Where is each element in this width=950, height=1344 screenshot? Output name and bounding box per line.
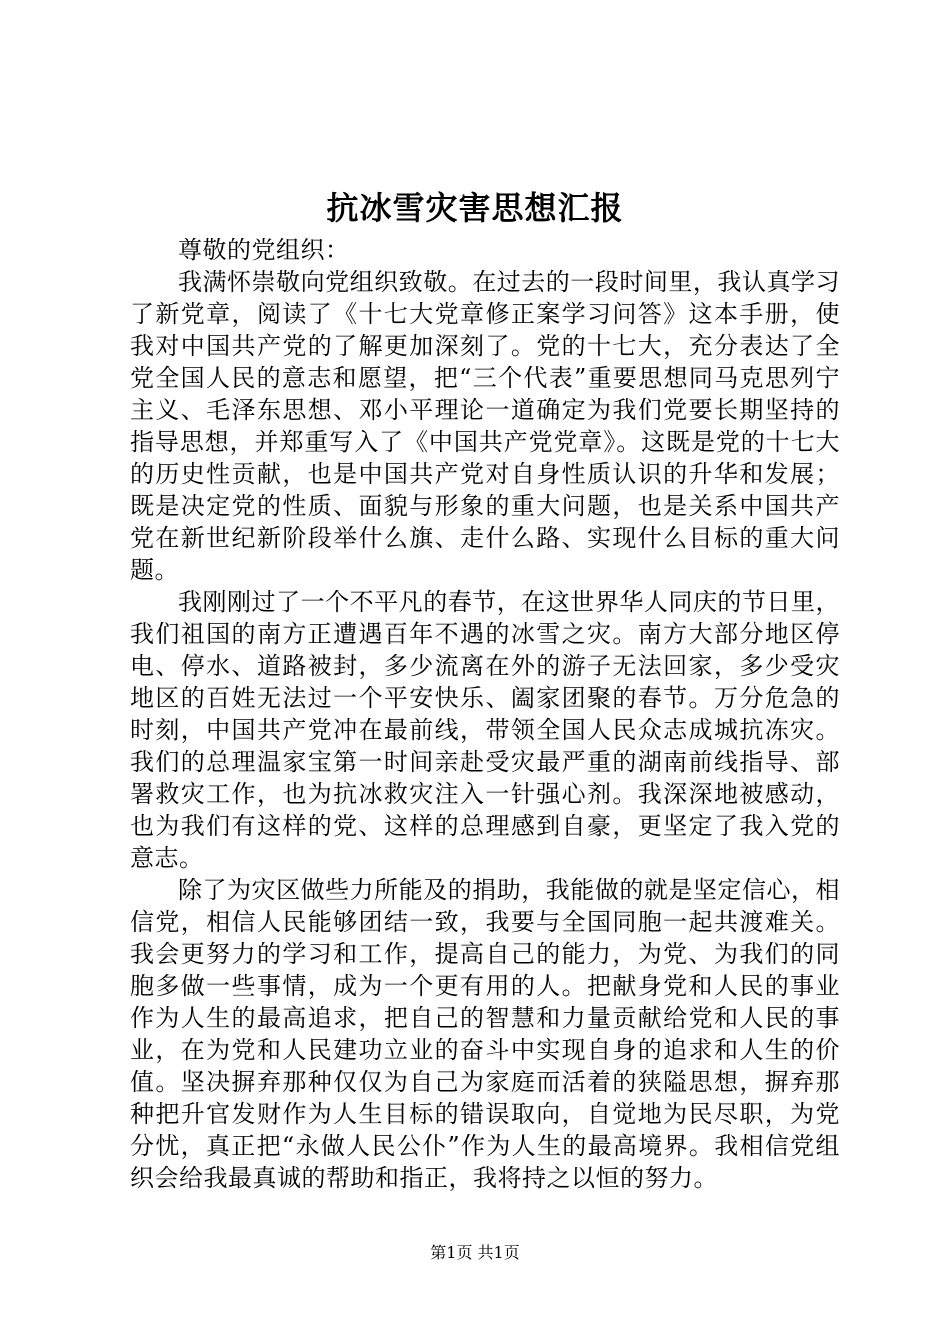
document-body — [130, 234, 840, 1194]
document-title: 抗冰雪灾害思想汇报 — [326, 189, 624, 227]
body-paragraph-3: 除了为灾区做些力所能及的捐助，我能做的就是坚定信心，相信党，相信人民能够团结一致，我要与全国同胞一起共渡难关。我会更努力的学习和工作，提高自己的能力，为党、为我们的同胞多做一些事情，成为一个更有用的人。把献身党和人民的事业作为人生的最高追求，把自己的智慧和力量贡献给党和人民的事业，在为党和人民建功立业的奋斗中实现自身的追求和人生的价值。坚决摒弃那种仅仅为自己为家庭而活着的狭隘思想，摒弃那种把升官发财作为人生目标的错误取向，自觉地为民尽职，为党分忧，真正把“永做人民公仆”作为人生的最高境界。我相信党组织会给我最真诚的帮助和指正，我将持之以恒的努力。 — [130, 876, 840, 1192]
salutation: 尊敬的党组织： — [178, 236, 350, 264]
page-footer: 第1页 共1页 — [430, 1243, 520, 1262]
body-paragraph-1: 我满怀崇敬向党组织致敬。在过去的一段时间里，我认真学习了新党章，阅读了《十七大党章修正案学习问答》这本手册，使我对中国共产党的了解更加深刻了。党的十七大，充分表达了全党全国人民的意志和愿望，把“三个代表”重要思想同马克思列宁主义、毛泽东思想、邓小平理论一道确定为我们党要长期坚持的指导思想，并郑重写入了《中国共产党党章》。这既是党的十七大的历史性贡献，也是中国共产党对自身性质认识的升华和发展；既是决定党的性质、面貌与形象的重大问题，也是关系中国共产党在新世纪新阶段举什么旗、走什么路、实现什么目标的重大问题。 — [130, 268, 840, 584]
body-paragraph-2: 我刚刚过了一个不平凡的春节，在这世界华人同庆的节日里，我们祖国的南方正遭遇百年不遇的冰雪之灾。南方大部分地区停电、停水、道路被封，多少流离在外的游子无法回家，多少受灾地区的百姓无法过一个平安快乐、阖家团聚的春节。万分危急的时刻，中国共产党冲在最前线，带领全国人民众志成城抗冻灾。我们的总理温家宝第一时间亲赴受灾最严重的湖南前线指导、部署救灾工作，也为抗冰救灾注入一针强心剂。我深深地被感动，也为我们有这样的党、这样的总理感到自豪，更坚定了我入党的意志。 — [130, 588, 840, 872]
